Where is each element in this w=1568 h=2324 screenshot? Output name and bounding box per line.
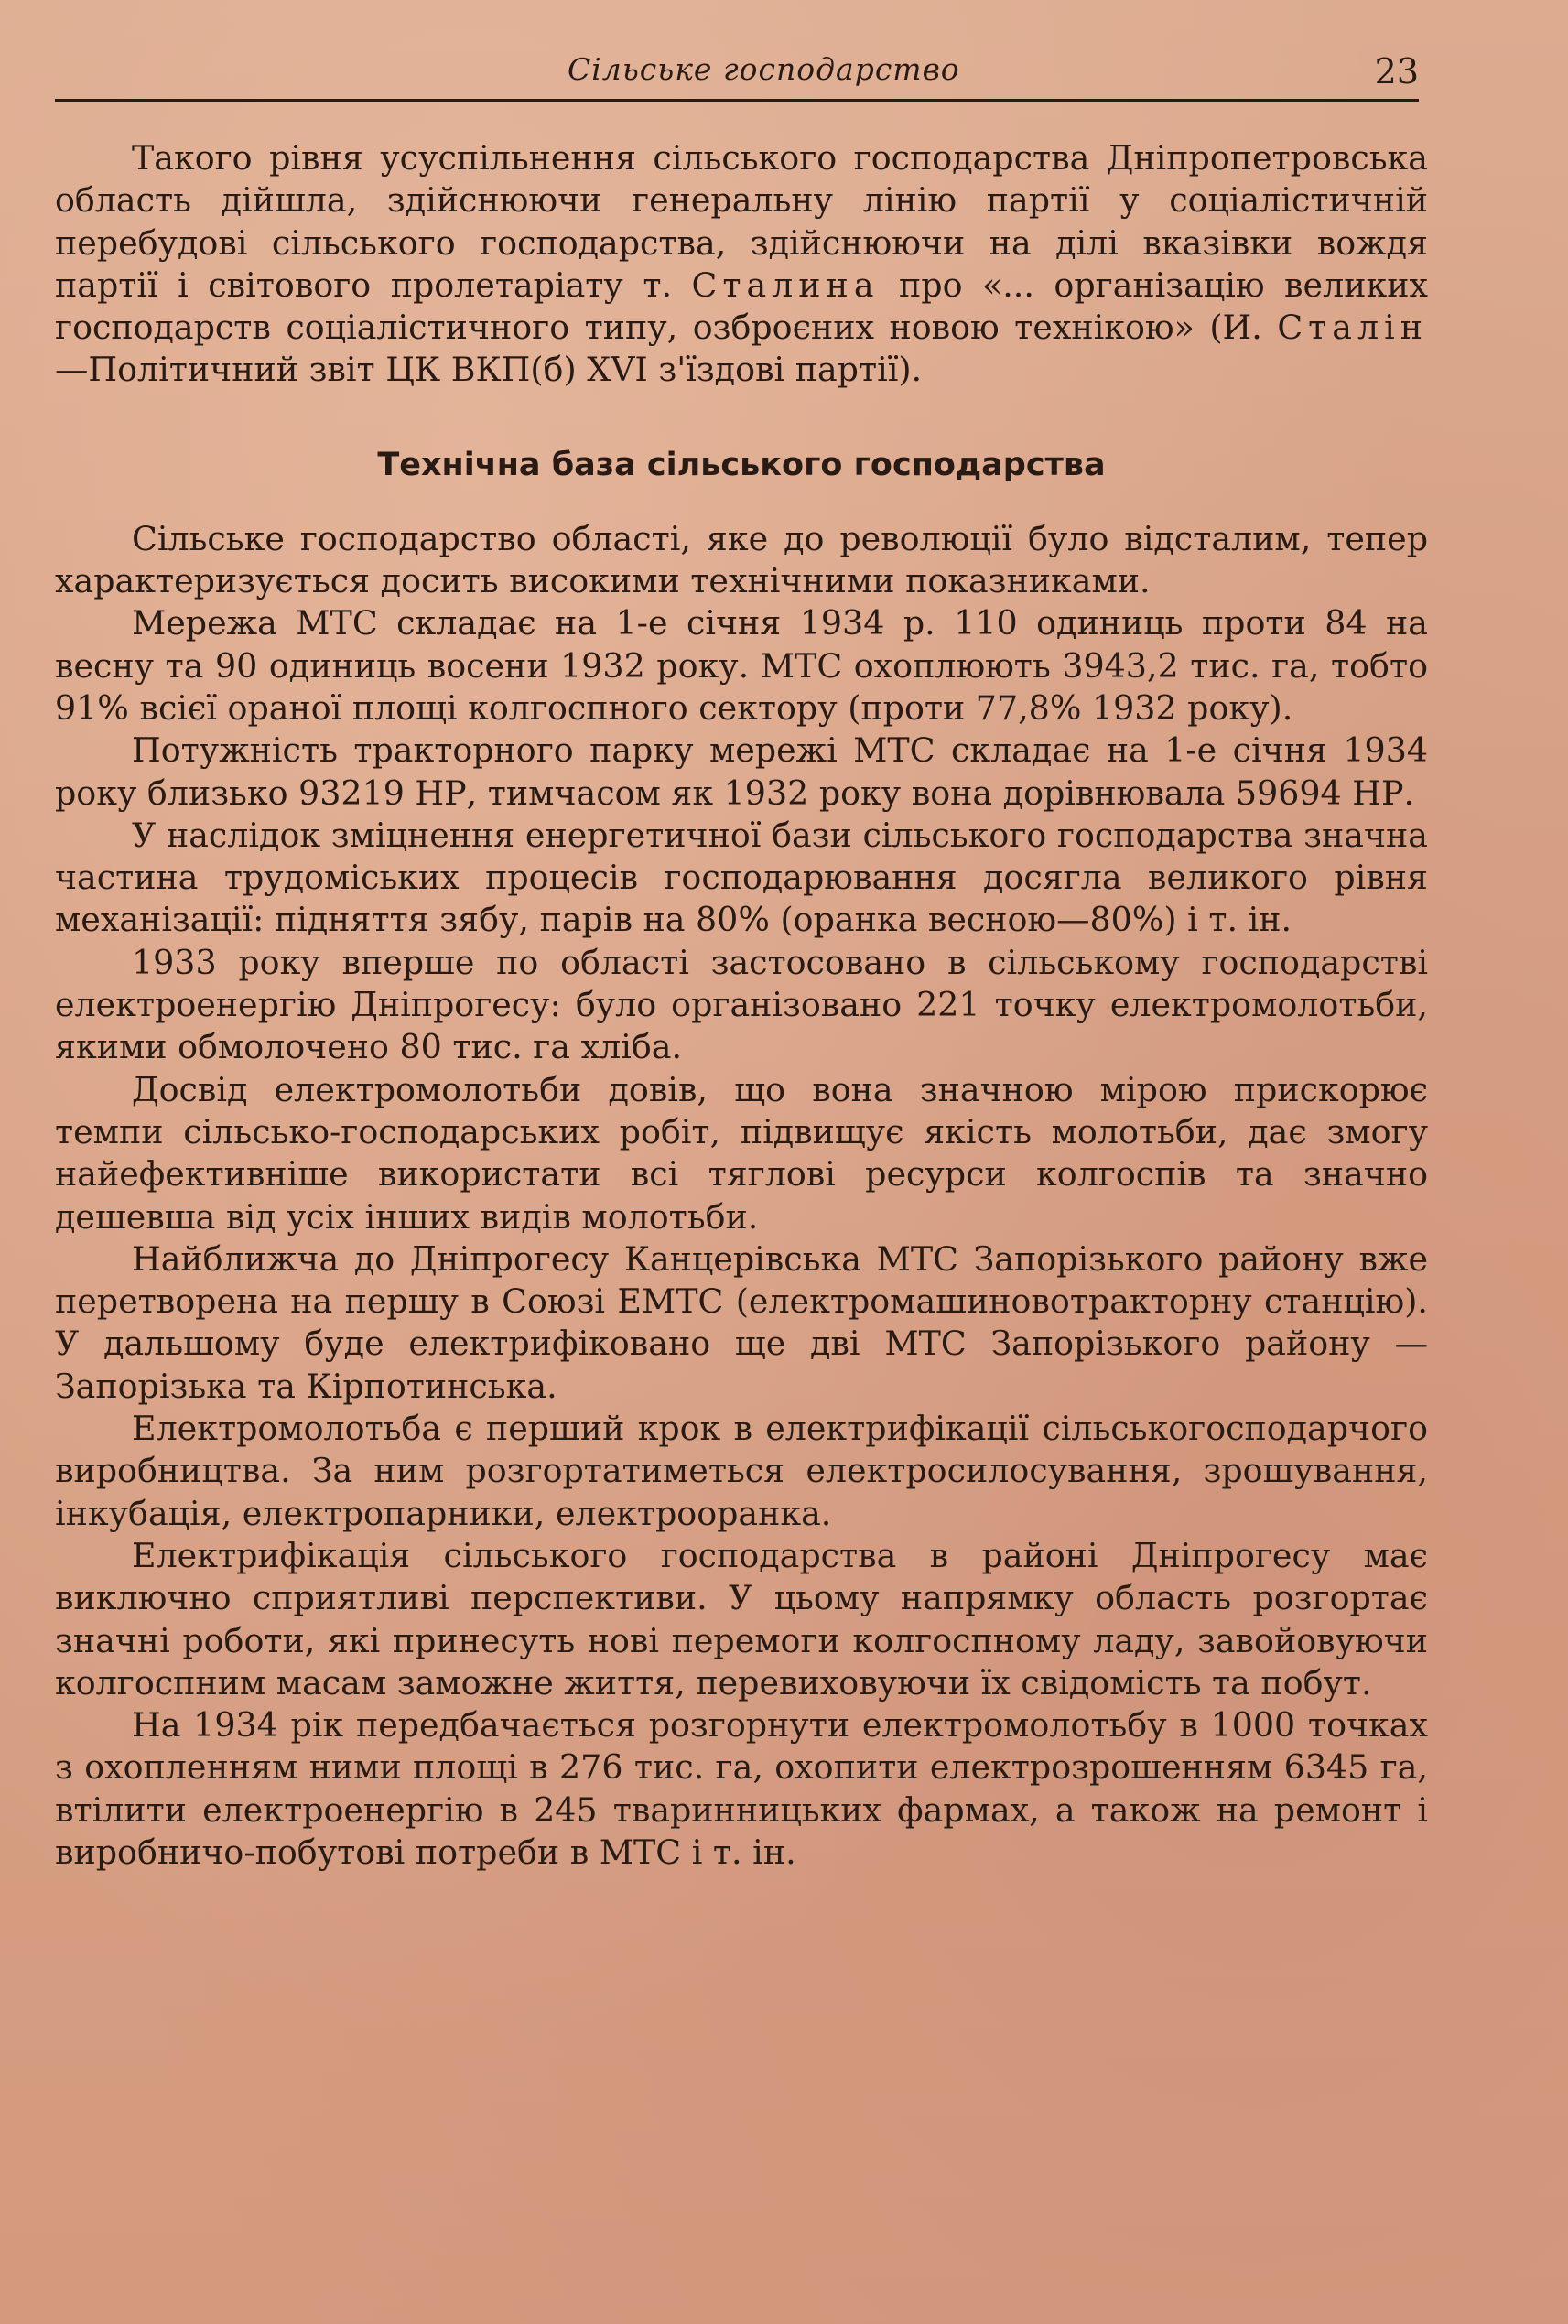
running-title: Сільське господарство bbox=[568, 51, 960, 87]
spaced-name-stalina: Сталина bbox=[691, 265, 880, 305]
paragraph: Найближча до Дніпрогесу Канцерівська МТС Запорізького району вже перетворена на першу в Союзі ЕМТС (електромашиновотракторну станцію). У дальшому буде електрифіковано ще дві МТС Запорізького району — Запорізька та Кірпотинська. bbox=[55, 1238, 1428, 1406]
paragraph: 1933 року вперше по області застосовано в сільському господарстві електроенергію Дніпрогесу: було організовано 221 точку електромолотьби, якими обмолочено 80 тис. га хліба. bbox=[55, 942, 1428, 1067]
paragraph: У наслідок зміцнення енергетичної бази сільського господарства значна частина трудоміських процесів господарювання досягла великого рівня механізації: підняття зябу, парів на 80% (оранка весною—80%) і т. ін. bbox=[55, 815, 1428, 940]
section-heading: Технічна база сільського господарства bbox=[377, 446, 1106, 483]
body-text bbox=[55, 137, 1428, 1874]
header-rule bbox=[55, 99, 1419, 102]
paragraph: Сільське господарство області, яке до революції було відсталим, тепер характеризується досить високими технічними показниками. bbox=[55, 518, 1428, 601]
paragraph: На 1934 рік передбачається розгорнути електромолотьбу в 1000 точках з охопленням ними площі в 276 тис. га, охопити електрозрошенням 6345 га, втілити електроенергію в 245 тваринницьких фармах, а також на ремонт і виробничо-побутові потреби в МТС і т. ін. bbox=[55, 1705, 1428, 1872]
running-header bbox=[55, 46, 1419, 101]
intro-text-1: Такого рівня усуспільнення сільського господарства Дніпропетровська область дійшла, здійснюючи генеральну лінію партії у соціалістичній перебудові сільського господарства, здійснюючи на ділі вказівки вождя партії і світового пролетаріату т. bbox=[55, 138, 1428, 305]
intro-text-3: —Політичний звіт ЦК ВКП(б) XVI з'їздові партії). bbox=[55, 350, 923, 390]
paragraph: Досвід електромолотьби довів, що вона значною мірою прискорює темпи сільсько-господарських робіт, підвищує якість молотьби, дає змогу найефективніше використати всі тяглові ресурси колгоспів та значно дешевша від усіх інших видів молотьби. bbox=[55, 1069, 1428, 1237]
paragraph: Мережа МТС складає на 1-е січня 1934 р. 110 одиниць проти 84 на весну та 90 одиниць восени 1932 року. МТС охоплюють 3943,2 тис. га, тобто 91% всієї ораної площі колгоспного сектору (проти 77,8% 1932 року). bbox=[55, 603, 1428, 728]
spaced-name-stalin: Сталін bbox=[1277, 308, 1428, 348]
paragraph: Потужність тракторного парку мережі МТС складає на 1-е січня 1934 року близько 93219 НР, тимчасом як 1932 року вона дорівнювала 59694 НР. bbox=[55, 730, 1428, 813]
page-number: 23 bbox=[1374, 51, 1419, 92]
intro-text-2: про «... організацію великих господарств соціалістичного типу, озброєних новою технікою» (И. bbox=[55, 265, 1428, 348]
paragraph: Електрифікація сільського господарства в районі Дніпрогесу має виключно сприятливі перспективи. У цьому напрямку область розгортає значні роботи, які принесуть нові перемоги колгоспному ладу, завойовуючи колгоспним масам заможне життя, перевиховуючи їх свідомість та побут. bbox=[55, 1535, 1428, 1702]
paragraph: Електромолотьба є перший крок в електрифікації сільськогосподарчого виробництва. За ним розгортатиметься електросилосування, зрошування, інкубація, електропарники, електрооранка. bbox=[55, 1409, 1428, 1533]
intro-paragraph bbox=[55, 137, 1428, 392]
